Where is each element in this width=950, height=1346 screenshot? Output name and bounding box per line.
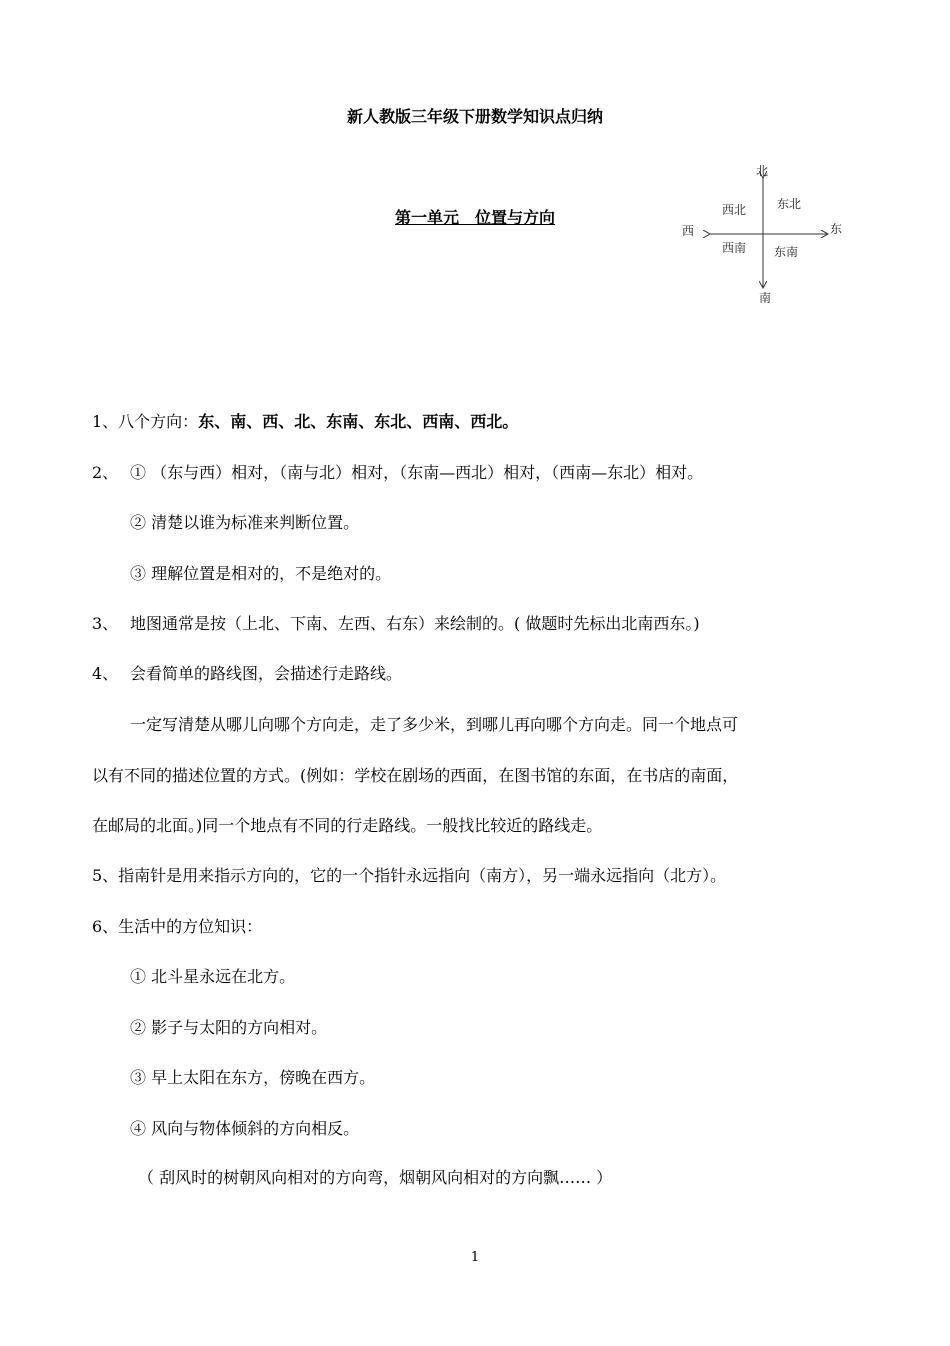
document-title: 新人教版三年级下册数学知识点归纳 [346,107,603,126]
compass-southeast: 东南 [774,245,799,259]
item-4-paragraph-line-1: 一定写清楚从哪儿向哪个方向走，走了多少米，到哪儿再向哪个方向走。同一个地点可 [130,715,739,734]
item-2-b: ② 清楚以谁为标准来判断位置。 [130,513,360,532]
item-1-prefix: 1、八个方向： [92,412,199,431]
item-4-paragraph-line-3: 在邮局的北面。)同一个地点有不同的行走路线。一般找比较近的路线走。 [92,816,603,835]
item-1-directions: 东、南、西、北、东南、东北、西南、西北。 [198,412,519,431]
compass-northeast: 东北 [777,197,802,211]
item-2-number: 2、 [92,463,119,482]
item-6-a: ① 北斗星永远在北方。 [130,967,296,986]
item-3-number: 3、 [92,614,119,633]
compass-south: 南 [759,291,772,305]
page-number: 1 [470,1250,480,1265]
item-6-c: ③ 早上太阳在东方，傍晚在西方。 [130,1068,376,1087]
item-1 [92,411,518,433]
compass-east: 东 [830,222,843,236]
item-5-text: 5、指南针是用来指示方向的，它的一个指针永远指向（南方），另一端永远指向（北方）。 [92,866,727,885]
compass-diagram [670,160,850,310]
compass-northwest: 西北 [722,203,747,217]
item-2-a: ① （东与西）相对，（南与北）相对，（东南—西北）相对，（西南—东北）相对。 [130,463,704,482]
item-4-text: 会看简单的路线图，会描述行走路线。 [130,664,403,683]
compass-west: 西 [682,224,695,238]
item-4-number: 4、 [92,664,119,683]
unit-title: 第一单元 位置与方向 [395,208,556,227]
compass-southwest: 西南 [722,241,747,255]
item-3-text: 地图通常是按（上北、下南、左西、右东）来绘制的。( 做题时先标出北南西东。) [130,614,700,633]
compass-north: 北 [756,164,769,178]
item-6-b: ② 影子与太阳的方向相对。 [130,1018,328,1037]
item-6-note: （ 刮风时的树朝风向相对的方向弯，烟朝风向相对的方向飘…… ） [138,1168,613,1187]
item-2-c: ③ 理解位置是相对的，不是绝对的。 [130,564,392,583]
item-6-text: 6、生活中的方位知识： [92,917,263,936]
item-6-d: ④ 风向与物体倾斜的方向相反。 [130,1119,360,1138]
item-4-paragraph-line-2: 以有不同的描述位置的方式。(例如：学校在剧场的西面，在图书馆的东面，在书店的南面， [92,766,739,785]
